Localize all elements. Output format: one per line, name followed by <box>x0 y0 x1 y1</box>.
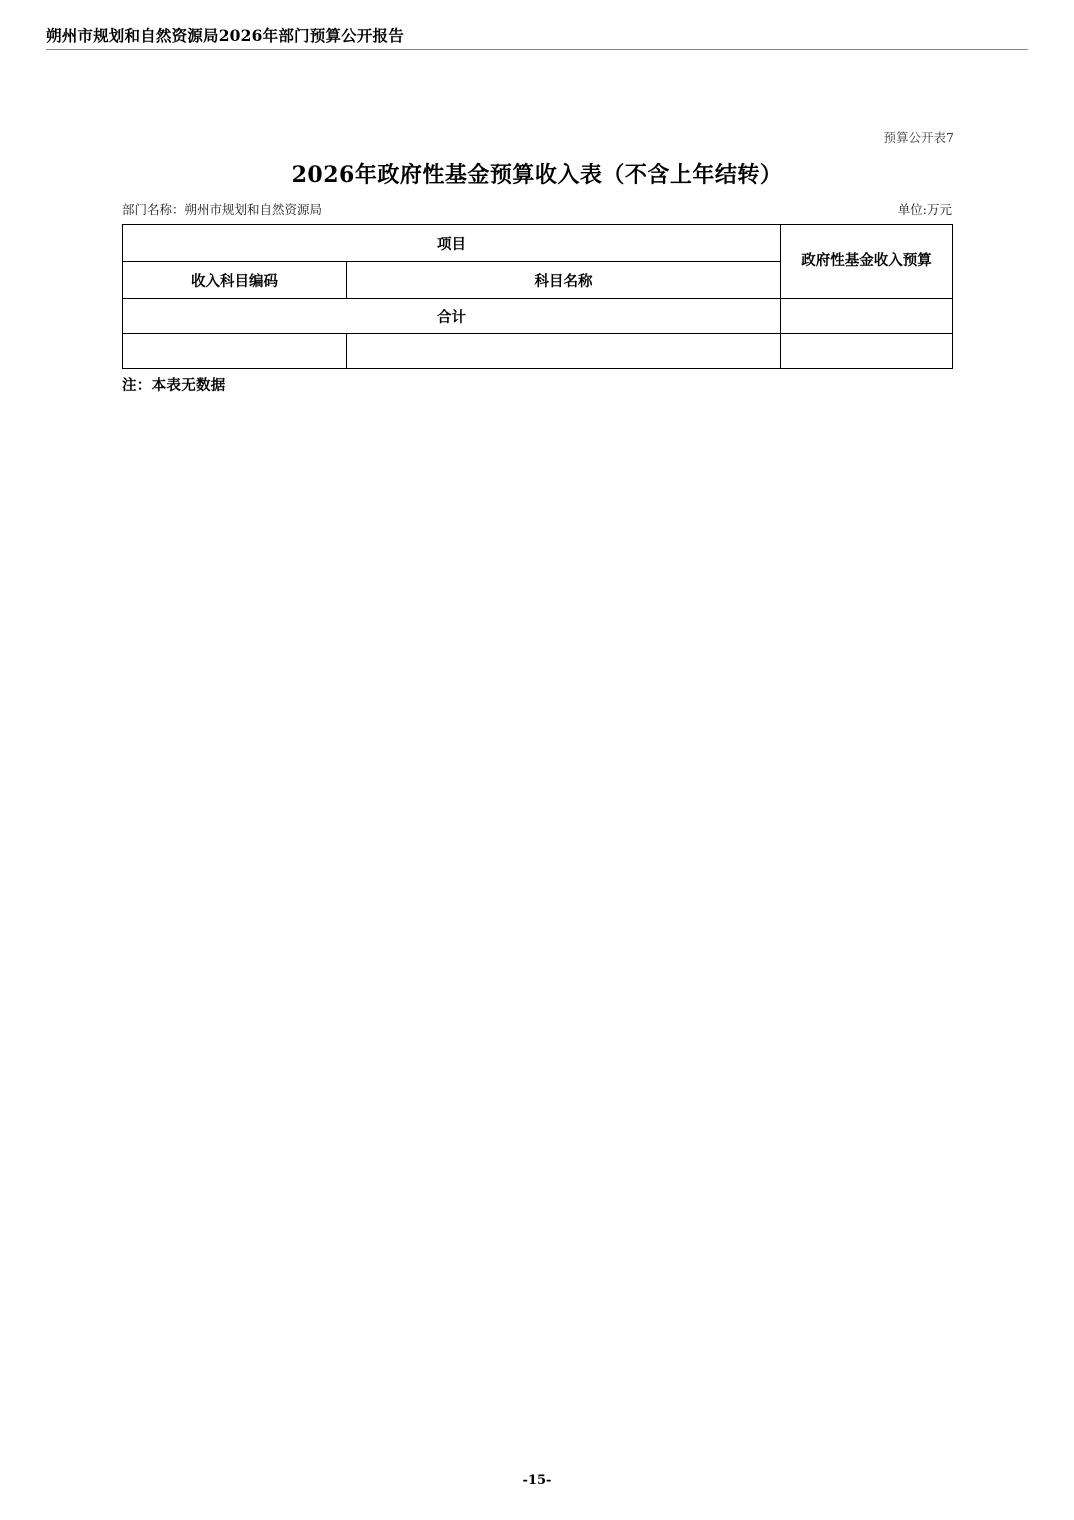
department-meta <box>122 200 322 218</box>
table-index-label: 预算公开表7 <box>883 130 954 145</box>
column-header-subject-name: 科目名称 <box>347 262 781 299</box>
row-value-empty <box>781 334 953 369</box>
row-name-empty <box>347 334 781 369</box>
table-note: 注：本表无数据 <box>122 377 226 394</box>
column-header-project-group: 项目 <box>123 225 781 262</box>
row-code-empty <box>123 334 347 369</box>
department-label: 部门名称： <box>122 202 185 217</box>
running-header-title: 朔州市规划和自然资源局2026年部门预算公开报告 <box>46 26 404 45</box>
row-value-total <box>781 299 953 334</box>
row-label-total: 合计 <box>123 299 781 334</box>
column-header-income-code: 收入科目编码 <box>123 262 347 299</box>
table-meta-row <box>122 200 952 218</box>
unit-label: 单位:万元 <box>897 202 952 217</box>
header-divider <box>46 49 1028 50</box>
table-header-row-1 <box>123 225 953 262</box>
page-title: 2026年政府性基金预算收入表（不含上年结转） <box>291 162 783 188</box>
budget-income-table <box>122 224 953 369</box>
table-row <box>123 299 953 334</box>
department-name: 朔州市规划和自然资源局 <box>184 202 323 217</box>
page-number: -15- <box>522 1473 552 1488</box>
column-header-fund-budget: 政府性基金收入预算 <box>781 225 953 299</box>
running-header <box>46 26 1028 56</box>
table-row <box>123 334 953 369</box>
